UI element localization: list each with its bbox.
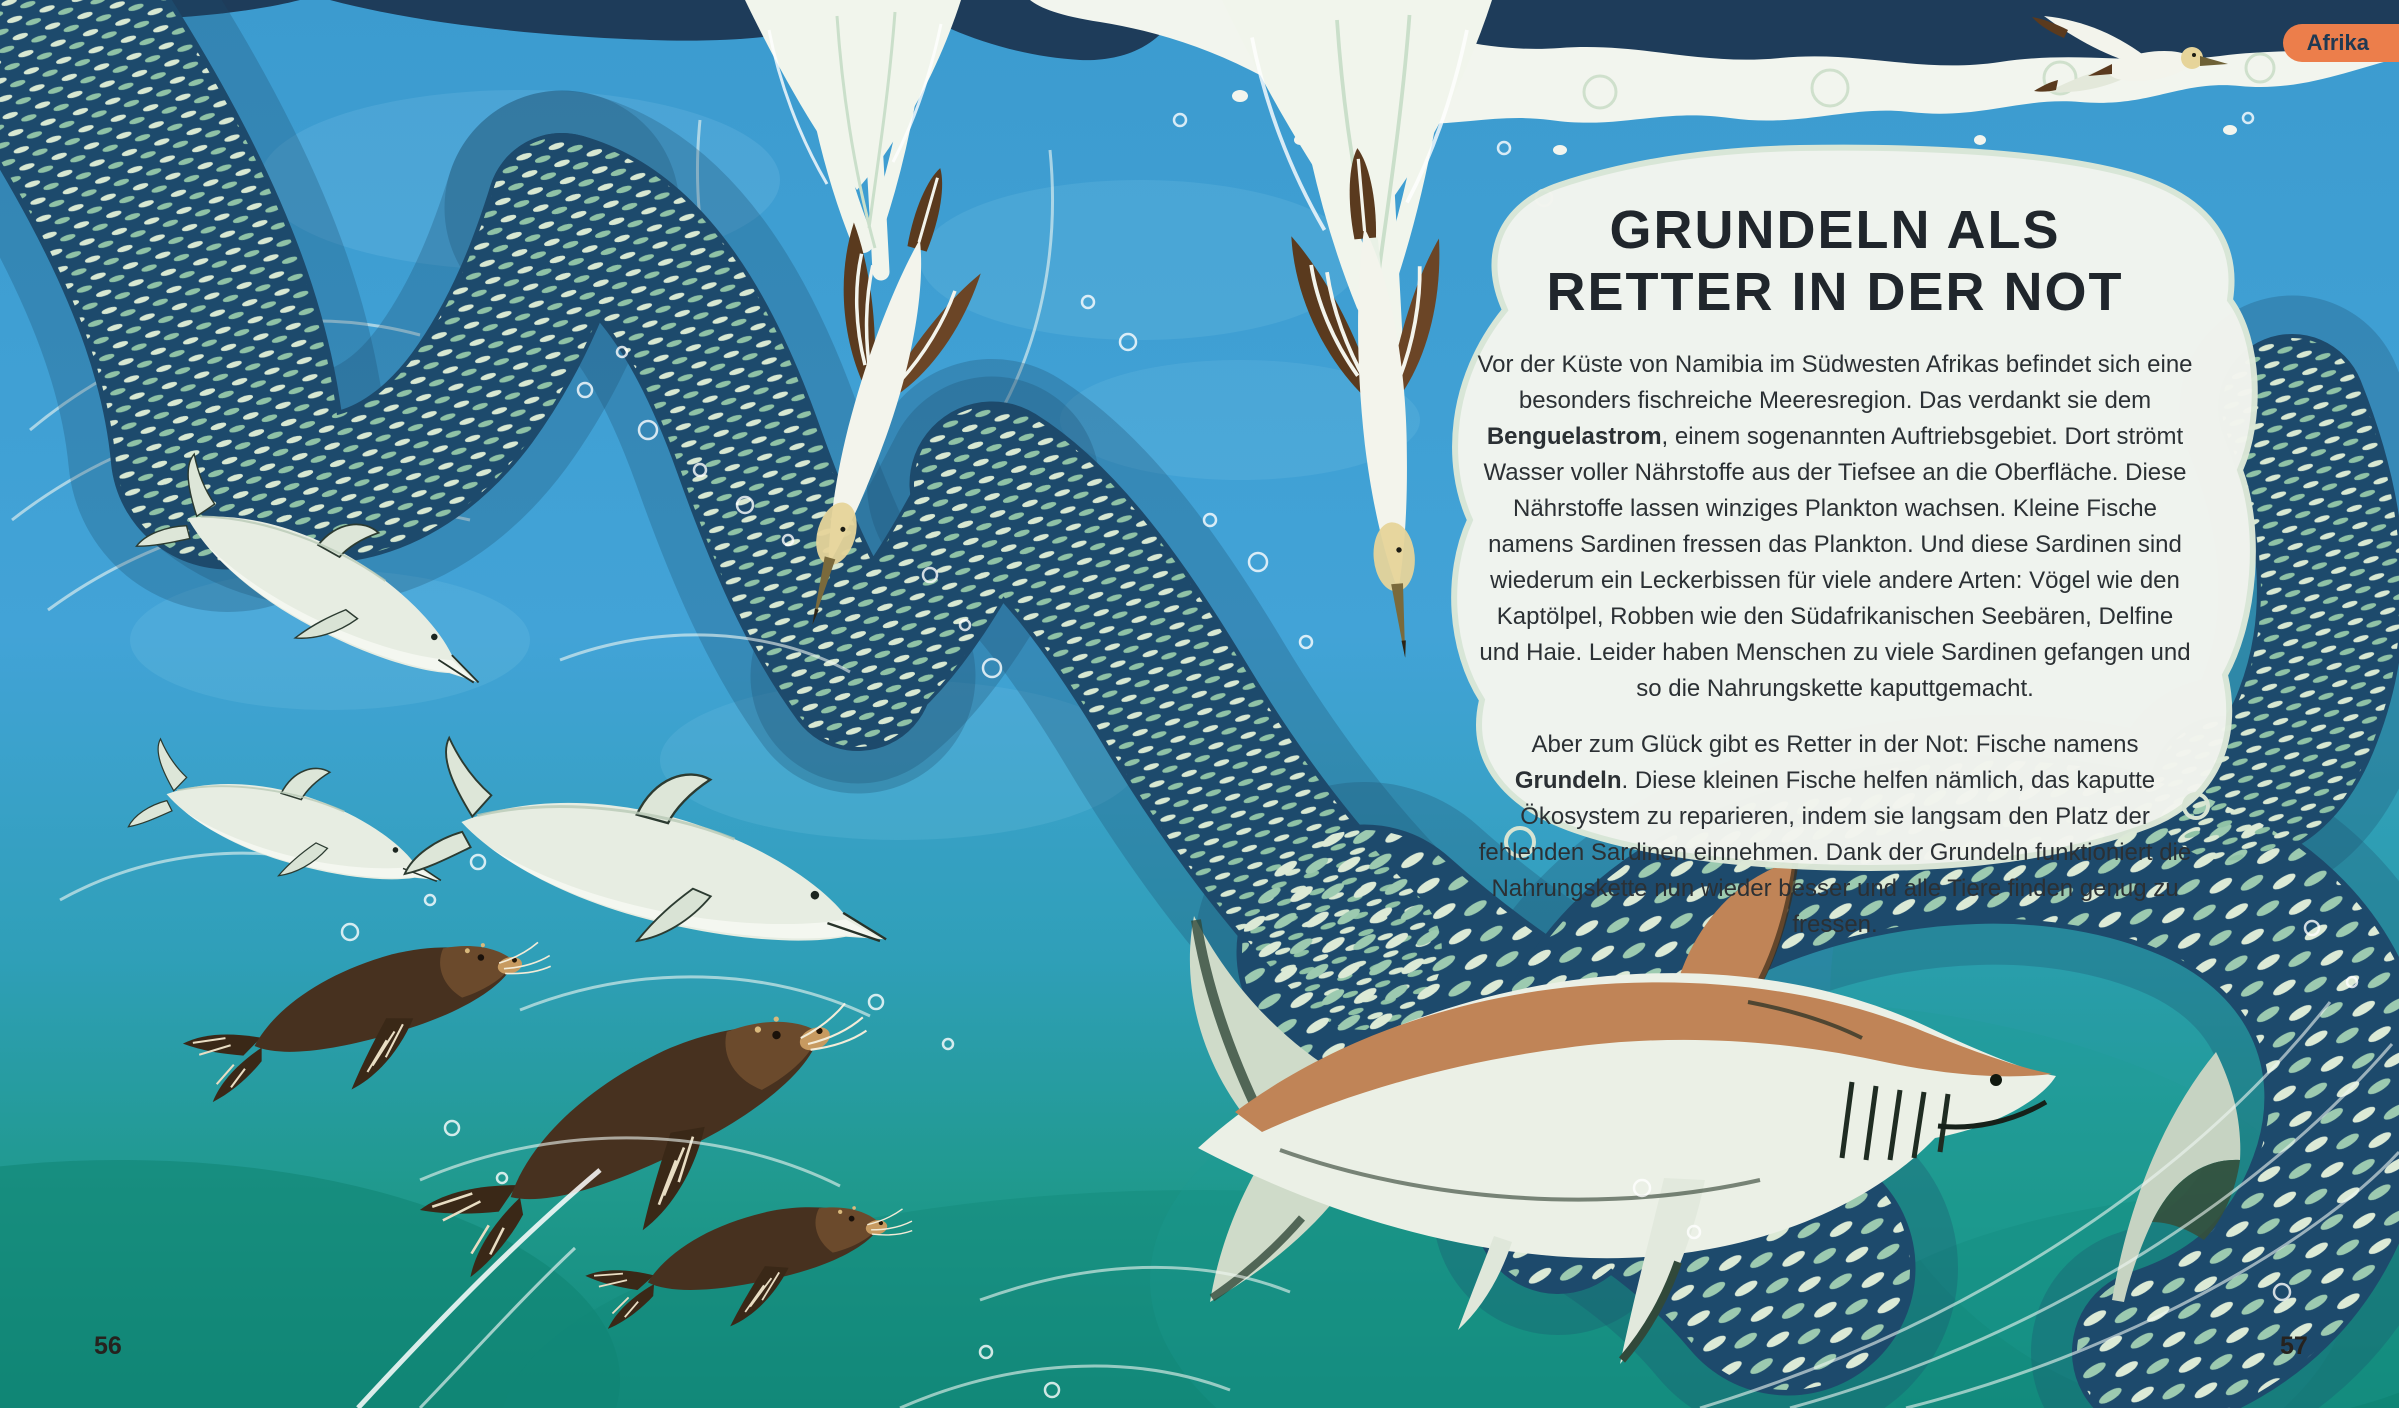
- title-line-1: GRUNDELN ALS: [1609, 200, 2061, 260]
- region-tab-label: Afrika: [2306, 30, 2369, 55]
- bold-term-grundeln: Grundeln: [1514, 767, 1622, 795]
- page-number-left: 56: [94, 1332, 122, 1360]
- info-panel: [1475, 200, 2195, 963]
- paragraph-text: . Diese kleinen Fische helfen nämlich, das kaputte Ökosystem zu reparieren, indem sie langsam den Platz der fehlenden Sardinen einnehmen. Dank der Grundeln funktioniert die Nahrungskette nun wieder besser und alle Tiere finden genug zu fressen.: [1478, 767, 2192, 939]
- paragraph-text: , einem sogenannten Auftriebsgebiet. Dort strömt Wasser voller Nährstoffe aus der Tiefsee an die Oberfläche. Diese Nährstoffe lassen winziges Plankton wachsen. Kleine Fische namens Sardinen fressen das Plankton. Und diese Sardinen sind wiederum ein Leckerbissen für viele andere Arten: Vögel wie den Kaptölpel, Robben wie den Südafrikanischen Seebären, Delfine und Haie. Leider haben Menschen zu viele Sardinen gefangen und so die Nahrungskette kaputtgemacht.: [1479, 423, 2191, 703]
- paragraph-text: Aber zum Glück gibt es Retter in der Not: Fische namens: [1531, 731, 2139, 759]
- page-number-right: 57: [2280, 1332, 2308, 1360]
- paragraph-benguela: [1475, 347, 2195, 707]
- paragraph-grundeln: [1475, 727, 2195, 943]
- bold-term-benguelastrom: Benguelastrom: [1486, 423, 1662, 451]
- title-line-2: RETTER IN DER NOT: [1546, 261, 2124, 322]
- paragraph-text: Vor der Küste von Namibia im Südwesten Afrikas befindet sich eine besonders fischreiche Meeresregion. Das verdankt sie dem: [1477, 351, 2193, 415]
- region-tab-afrika: [2283, 24, 2399, 62]
- page-title: [1475, 200, 2195, 323]
